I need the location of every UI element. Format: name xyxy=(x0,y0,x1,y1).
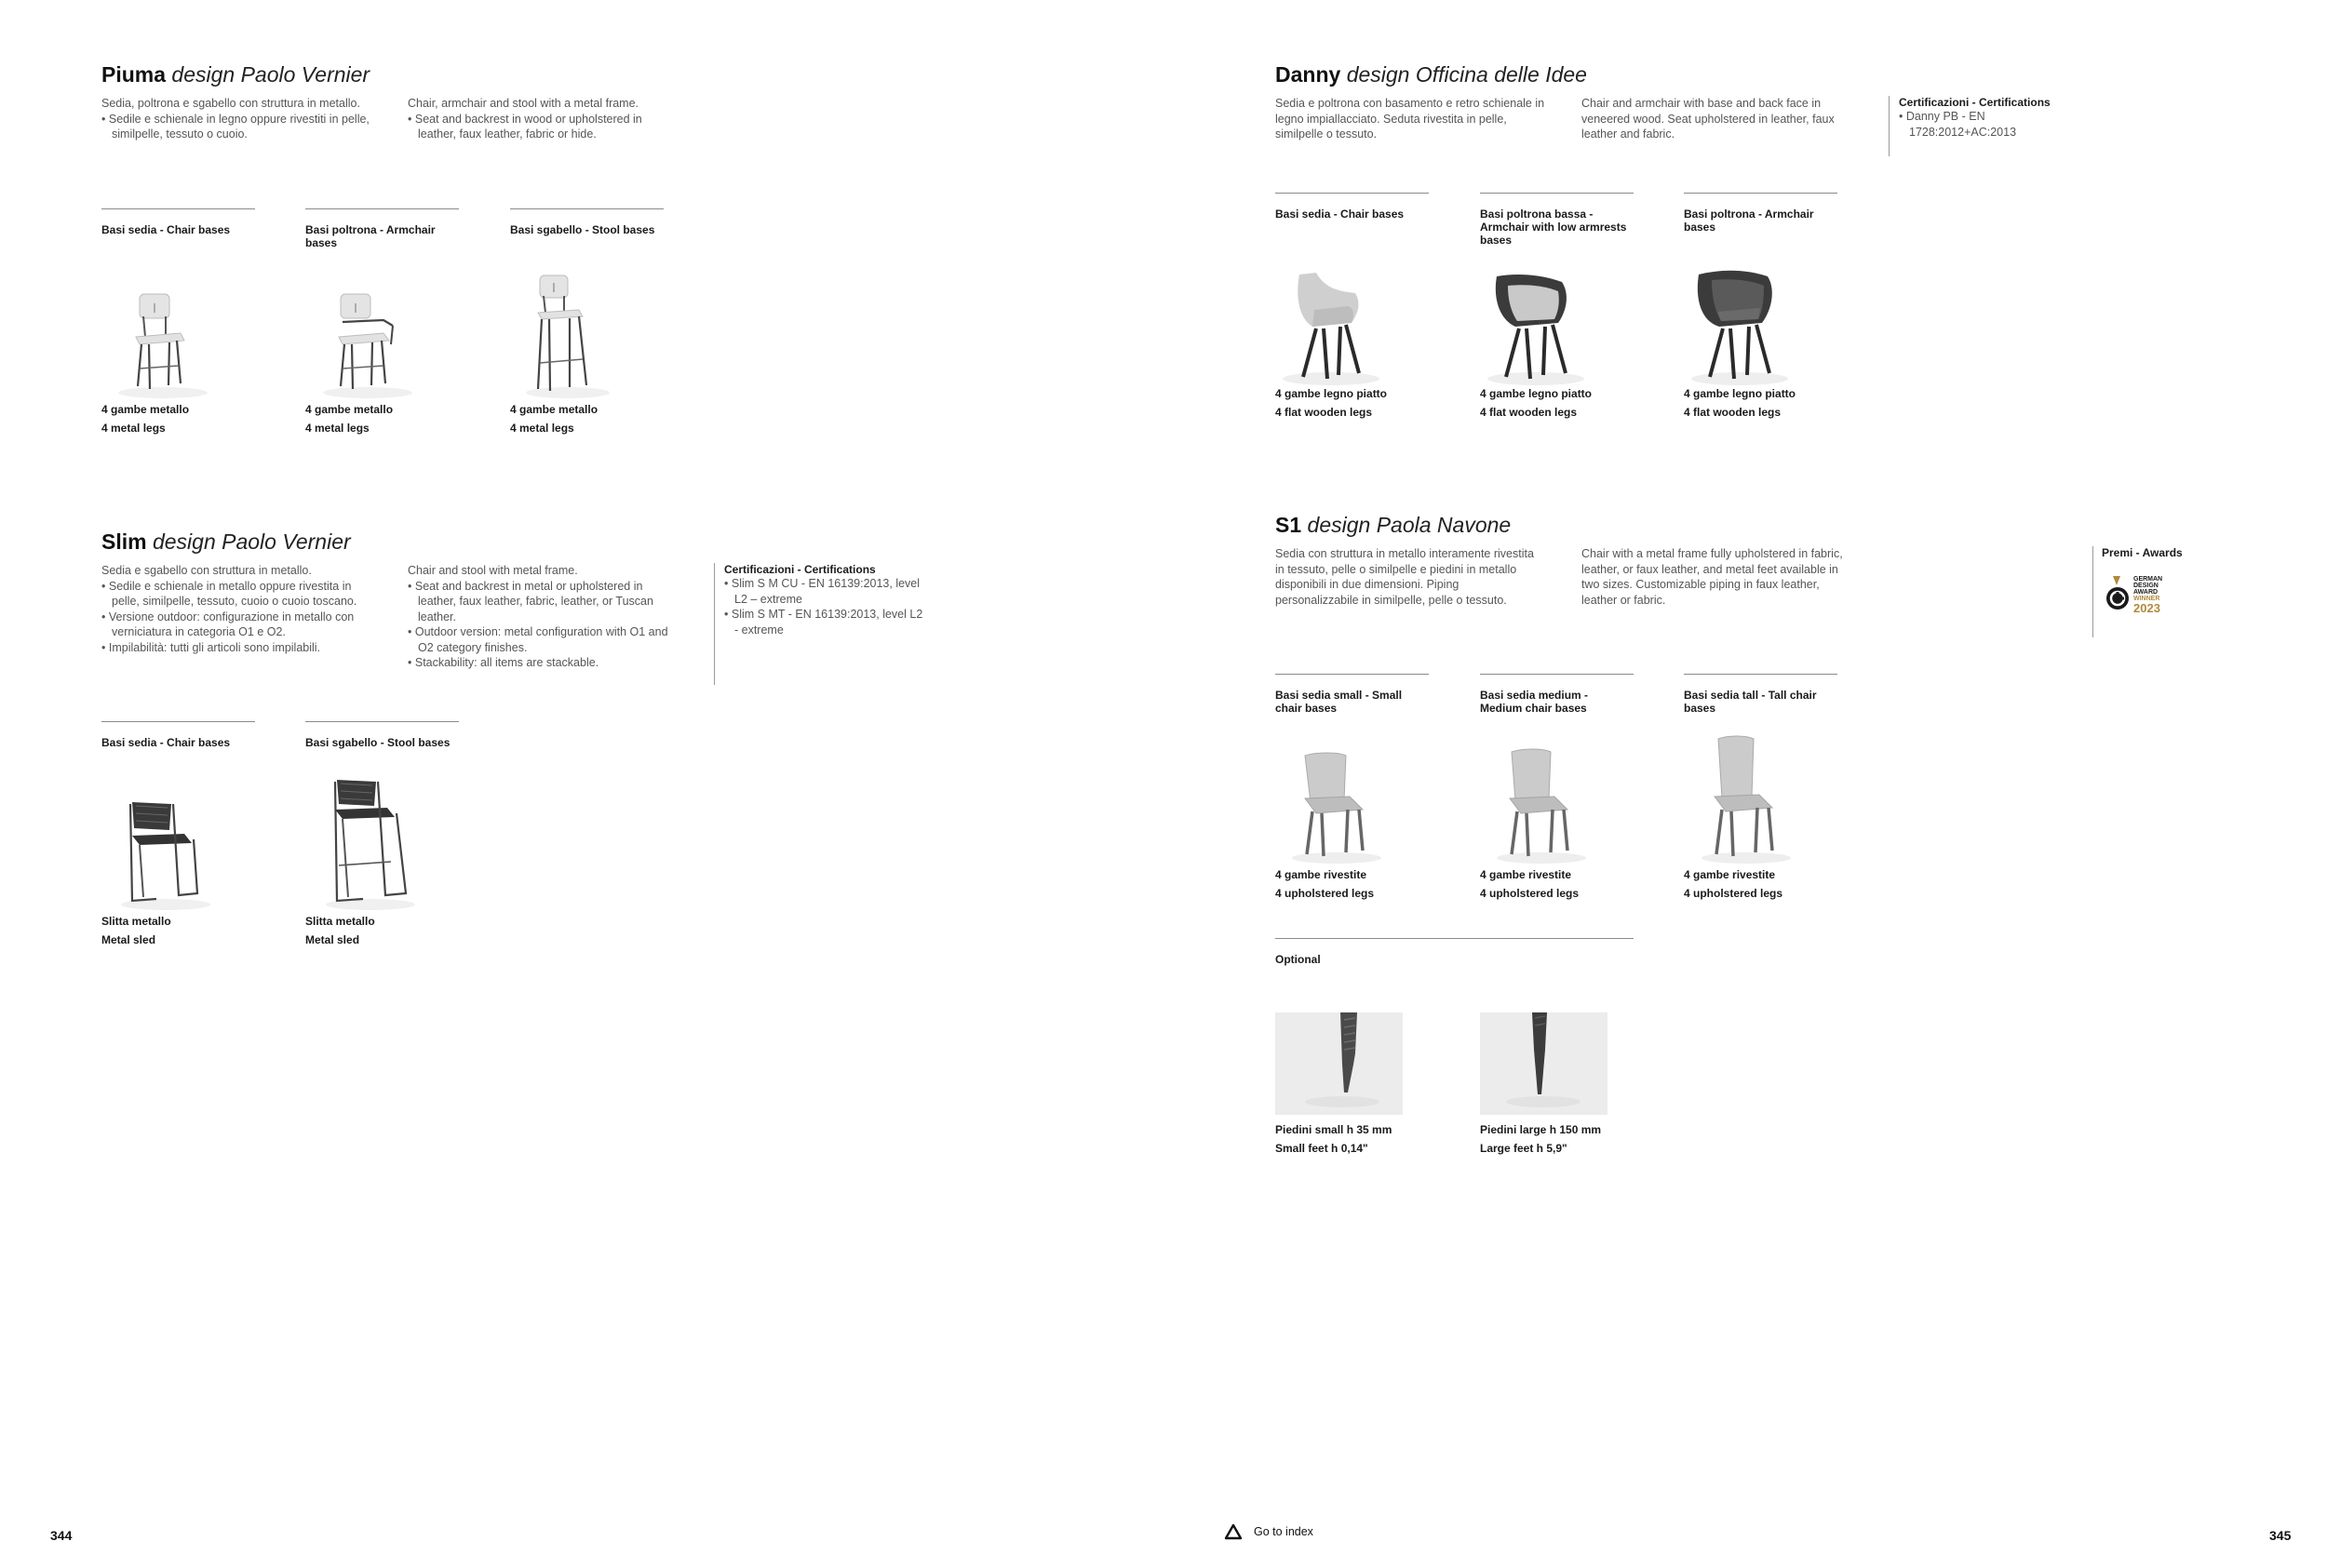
slim-certifications xyxy=(724,563,929,637)
optional-label: Optional xyxy=(1275,953,1321,966)
danny-chair-image xyxy=(1275,265,1387,386)
bullet: • Sedile e schienale in metallo oppure rivestita in pelle, similpelle, tessuto, cuoio o cuoio toscano. xyxy=(101,579,357,608)
slim-title xyxy=(101,529,351,555)
base-caption: 4 gambe metallo 4 metal legs xyxy=(510,403,599,435)
bullet: • Slim S MT - EN 16139:2013, level L2 - extreme xyxy=(724,608,923,637)
product-name: Piuma xyxy=(101,62,167,87)
divider xyxy=(1275,674,1429,675)
piuma-title xyxy=(101,61,370,87)
divider xyxy=(1684,193,1837,194)
s1-tall-chair-image xyxy=(1694,735,1796,865)
s1-title xyxy=(1275,512,1511,538)
product-designer: design Paolo Vernier xyxy=(171,62,370,87)
slim-text-en xyxy=(408,563,678,671)
s1-text-it: Sedia con struttura in metallo interamente rivestita in tessuto, pelle o similpelle e piedini in metallo disponibili in due dimensioni. Piping personalizzabile in similpelle, pelle o tessuto. xyxy=(1275,547,1534,607)
bullet: • Stackability: all items are stackable. xyxy=(408,656,599,669)
product-designer: design Paolo Vernier xyxy=(152,529,351,554)
divider xyxy=(101,721,255,722)
danny-armchair-image xyxy=(1684,265,1796,386)
divider xyxy=(1275,938,1634,939)
piuma-stool-image xyxy=(521,270,624,400)
base-label: Basi sgabello - Stool bases xyxy=(510,223,655,236)
vertical-divider xyxy=(2092,546,2093,637)
feet-caption: Piedini small h 35 mm Small feet h 0,14" xyxy=(1275,1123,1392,1155)
base-label: Basi poltrona - Armchair bases xyxy=(1684,208,1814,234)
base-label: Basi sedia medium - Medium chair bases xyxy=(1480,689,1589,715)
base-caption: 4 gambe legno piatto 4 flat wooden legs xyxy=(1684,387,1796,419)
s1-text-en: Chair with a metal frame fully upholstered in fabric, leather, or faux leather, and metal feet available in two sizes. Customizable piping in faux leather, leather or fabric. xyxy=(1581,547,1843,607)
danny-title xyxy=(1275,61,1587,87)
divider xyxy=(1480,674,1634,675)
base-caption: 4 gambe rivestite 4 upholstered legs xyxy=(1275,868,1375,900)
base-caption: Slitta metallo Metal sled xyxy=(101,915,171,946)
page-number-right: 345 xyxy=(2269,1528,2292,1543)
s1-small-chair-image xyxy=(1285,744,1387,865)
base-label: Basi sgabello - Stool bases xyxy=(305,736,451,749)
bullet: • Seat and backrest in metal or upholstered in leather, faux leather, fabric, leather, or Tuscan leather. xyxy=(408,579,653,623)
danny-text-it: Sedia e poltrona con basamento e retro schienale in legno impiallacciato. Seduta rivestita in pelle, similpelle o tessuto. xyxy=(1275,97,1545,141)
large-feet-image xyxy=(1480,1012,1607,1115)
product-name: Slim xyxy=(101,529,147,554)
piuma-text-en xyxy=(408,96,678,142)
base-caption: 4 gambe legno piatto 4 flat wooden legs xyxy=(1275,387,1388,419)
danny-text-en: Chair and armchair with base and back face in veneered wood. Seat upholstered in leather, faux leather and fabric. xyxy=(1581,97,1835,141)
piuma-chair-image xyxy=(112,279,214,400)
bullet: • Seat and backrest in wood or upholstered in leather, faux leather, fabric or hide. xyxy=(408,112,642,141)
piuma-text-it xyxy=(101,96,371,142)
triangle-logo-icon xyxy=(1224,1523,1243,1540)
piuma-armchair-image xyxy=(316,279,419,400)
base-caption: 4 gambe metallo 4 metal legs xyxy=(305,403,394,435)
vertical-divider xyxy=(714,563,715,685)
base-caption: Slitta metallo Metal sled xyxy=(305,915,375,946)
divider xyxy=(101,208,255,209)
bullet: • Slim S M CU - EN 16139:2013, level L2 – extreme xyxy=(724,577,921,606)
go-to-index-link[interactable] xyxy=(1224,1523,1313,1540)
slim-chair-image xyxy=(112,791,214,912)
cert-title: Certificazioni - Certifications xyxy=(1899,96,2051,109)
award-text: GERMAN DESIGN AWARD WINNER 2023 xyxy=(2133,576,2163,615)
base-label: Basi sedia tall - Tall chair bases xyxy=(1684,689,1817,715)
divider xyxy=(510,208,664,209)
feet-caption: Piedini large h 150 mm Large feet h 5,9" xyxy=(1480,1123,1602,1155)
divider xyxy=(1480,193,1634,194)
divider xyxy=(305,721,459,722)
divider xyxy=(305,208,459,209)
bullet: • Versione outdoor: configurazione in metallo con verniciatura in categoria O1 e O2. xyxy=(101,610,355,638)
product-designer: design Officina delle Idee xyxy=(1346,62,1587,87)
small-feet-image xyxy=(1275,1012,1403,1115)
product-name: Danny xyxy=(1275,62,1341,87)
go-to-index-label: Go to index xyxy=(1254,1525,1313,1538)
base-label: Basi sedia - Chair bases xyxy=(101,736,231,749)
danny-certifications xyxy=(1899,96,2076,140)
bullet: • Danny PB - EN 1728:2012+AC:2013 xyxy=(1899,110,2017,139)
divider xyxy=(1275,193,1429,194)
base-label: Basi sedia - Chair bases xyxy=(101,223,231,236)
divider xyxy=(1684,674,1837,675)
base-caption: 4 gambe rivestite 4 upholstered legs xyxy=(1684,868,1783,900)
intro-text: Sedia, poltrona e sgabello con struttura in metallo. xyxy=(101,97,360,110)
german-design-award-logo xyxy=(2105,574,2176,621)
product-designer: design Paola Navone xyxy=(1307,513,1512,537)
danny-armchair-low-image xyxy=(1480,265,1592,386)
intro-text: Sedia e sgabello con struttura in metallo. xyxy=(101,564,312,577)
base-caption: 4 gambe legno piatto 4 flat wooden legs xyxy=(1480,387,1593,419)
intro-text: Chair, armchair and stool with a metal frame. xyxy=(408,97,639,110)
base-caption: 4 gambe metallo 4 metal legs xyxy=(101,403,190,435)
base-label: Basi sedia - Chair bases xyxy=(1275,208,1405,221)
base-label: Basi sedia small - Small chair bases xyxy=(1275,689,1403,715)
slim-text-it xyxy=(101,563,371,655)
base-label: Basi poltrona - Armchair bases xyxy=(305,223,436,249)
bullet: • Impilabilità: tutti gli articoli sono impilabili. xyxy=(101,640,321,654)
cert-title: Certificazioni - Certifications xyxy=(724,563,876,576)
base-label: Basi poltrona bassa - Armchair with low armrests bases xyxy=(1480,208,1627,247)
slim-stool-image xyxy=(316,772,419,912)
s1-medium-chair-image xyxy=(1489,744,1592,865)
bullet: • Sedile e schienale in legno oppure rivestiti in pelle, similpelle, tessuto o cuoio. xyxy=(101,112,370,141)
bullet: • Outdoor version: metal configuration with O1 and O2 category finishes. xyxy=(408,625,668,654)
product-name: S1 xyxy=(1275,513,1302,537)
intro-text: Chair and stool with metal frame. xyxy=(408,564,578,577)
base-caption: 4 gambe rivestite 4 upholstered legs xyxy=(1480,868,1580,900)
awards-title: Premi - Awards xyxy=(2102,546,2183,559)
page-number-left: 344 xyxy=(50,1528,73,1543)
vertical-divider xyxy=(1889,96,1890,156)
